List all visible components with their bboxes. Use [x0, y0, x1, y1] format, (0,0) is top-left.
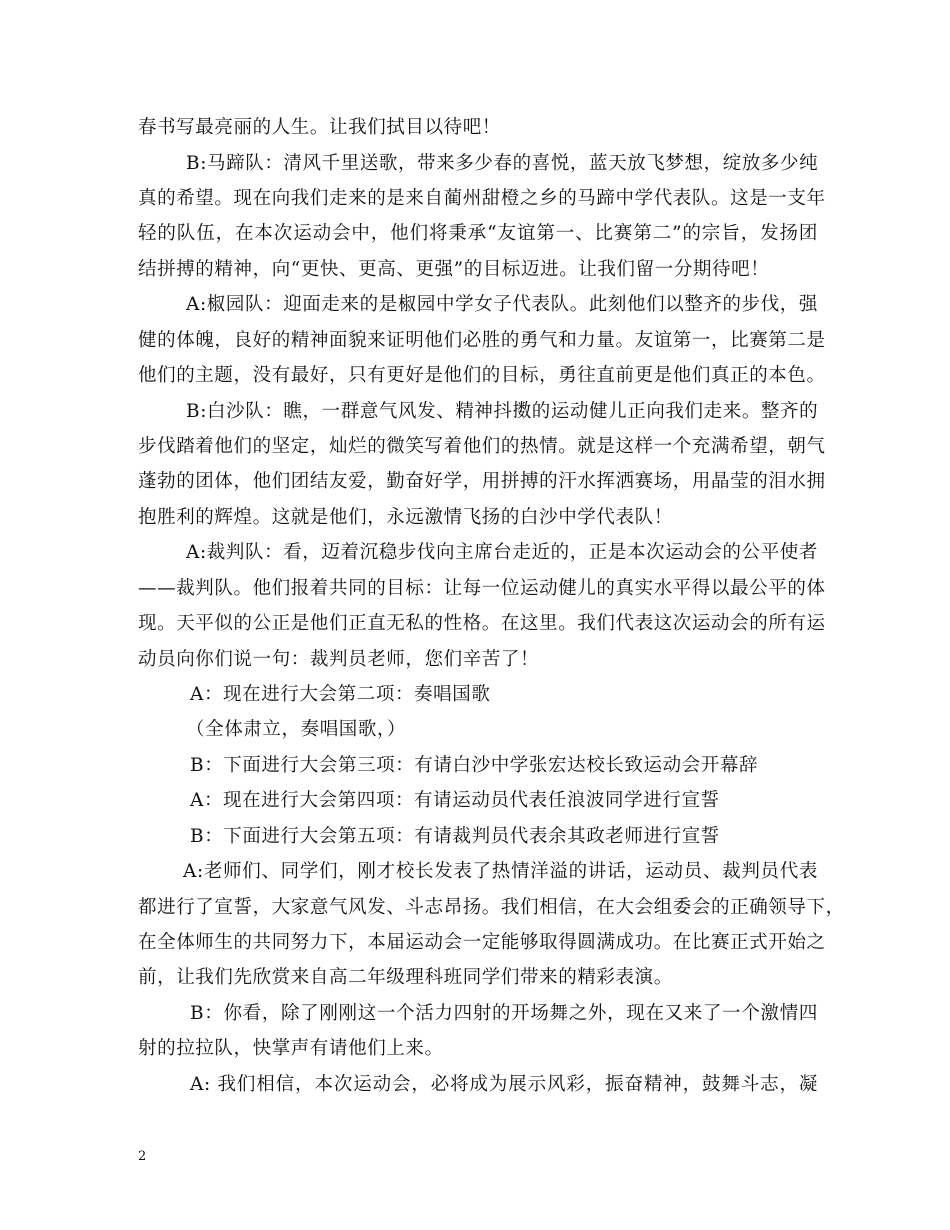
text-line: 春书写最亮丽的人生。让我们拭目以待吧！: [138, 117, 501, 138]
text-line: A:椒园队：迎面走来的是椒园中学女子代表队。此刻他们以整齐的步伐，强: [186, 294, 818, 315]
text-line: 都进行了宣誓，大家意气风发、斗志昂扬。我们相信，在大会组委会的正确领导下，: [138, 897, 845, 918]
text-line: 结拼搏的精神，向“更快、更高、更强”的目标迈进。让我们留一分期待吧！: [138, 259, 770, 280]
text-line: （全体肃立，奏唱国歌，）: [186, 719, 406, 740]
text-line: 轻的队伍，在本次运动会中，他们将秉承“友谊第一、比赛第二”的宗旨，发扬团: [138, 223, 818, 244]
text-line: 真的希望。现在向我们走来的是来自蔺州甜橙之乡的马蹄中学代表队。这是一支年: [138, 188, 826, 209]
text-line: 健的体魄，良好的精神面貌来证明他们必胜的勇气和力量。友谊第一，比赛第二是: [138, 330, 826, 351]
text-line: 动员向你们说一句：裁判员老师，您们辛苦了！: [138, 649, 540, 670]
text-line: A：现在进行大会第四项：有请运动员代表任浪波同学进行宣誓: [190, 790, 720, 811]
text-line: 抱胜利的辉煌。这就是他们，永远激情飞扬的白沙中学代表队！: [138, 507, 673, 528]
text-line: ——裁判队。他们报着共同的目标：让每一位运动健儿的真实水平得以最公平的体: [138, 578, 826, 599]
text-line: 蓬勃的团体，他们团结友爱，勤奋好学，用拼搏的汗水挥洒赛场，用晶莹的泪水拥: [138, 471, 826, 492]
text-line: 前，让我们先欣赏来自高二年级理科班同学们带来的精彩表演。: [138, 967, 673, 988]
text-line: A:老师们、同学们，刚才校长发表了热情洋溢的讲话，运动员、裁判员代表: [183, 861, 818, 882]
text-line: A：现在进行大会第二项：奏唱国歌: [190, 684, 491, 705]
text-line: 他们的主题，没有最好，只有更好是他们的目标，勇往直前更是他们真正的本色。: [138, 365, 826, 386]
text-line: A: 我们相信，本次运动会，必将成为展示风彩，振奋精神，鼓舞斗志，凝: [190, 1074, 818, 1095]
text-line: 在全体师生的共同努力下，本届运动会一定能够取得圆满成功。在比赛正式开始之: [138, 932, 826, 953]
text-line: B：下面进行大会第三项：有请白沙中学张宏达校长致运动会开幕辞: [190, 755, 759, 776]
text-line: A:裁判队：看，迈着沉稳步伐向主席台走近的，正是本次运动会的公平使者: [186, 542, 818, 563]
page-number: 2: [138, 1149, 147, 1164]
text-line: B:马蹄队：清风千里送歌，带来多少春的喜悦，蓝天放飞梦想，绽放多少纯: [186, 153, 819, 174]
text-line: B：下面进行大会第五项：有请裁判员代表余其政老师进行宣誓: [190, 826, 720, 847]
text-line: B：你看，除了刚刚这一个活力四射的开场舞之外，现在又来了一个激情四: [190, 1003, 818, 1024]
text-line: 现。天平似的公正是他们正直无私的性格。在这里。我们代表这次运动会的所有运: [138, 613, 826, 634]
text-line: 步伐踏着他们的坚定，灿烂的微笑写着他们的热情。就是这样一个充满希望，朝气: [138, 436, 826, 457]
text-line: B:白沙队：瞧，一群意气风发、精神抖擞的运动健儿正向我们走来。整齐的: [186, 401, 819, 422]
text-line: 射的拉拉队，快掌声有请他们上来。: [138, 1038, 444, 1059]
